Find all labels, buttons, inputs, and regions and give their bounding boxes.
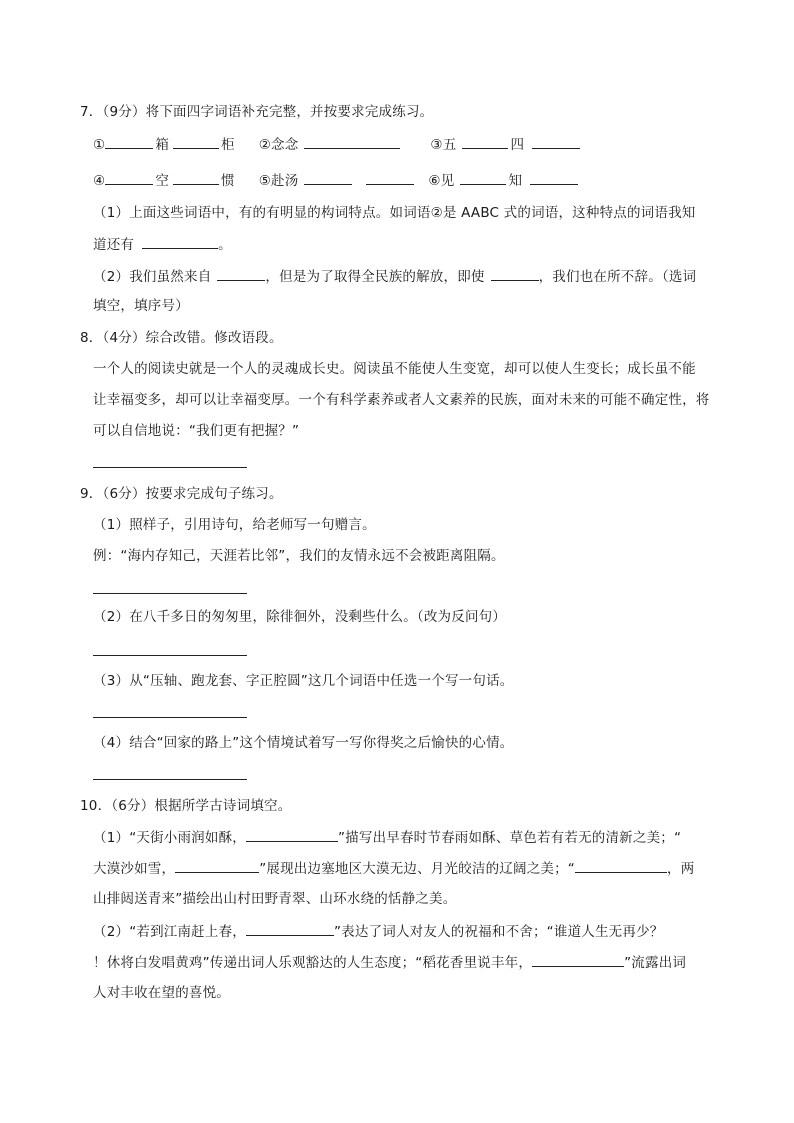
q7-sub2-blank-1[interactable] [217, 266, 265, 281]
q9-sub2-answer-line[interactable] [93, 655, 247, 656]
q8-paragraph-line3: 可以自信地说：“我们更有把握？” [93, 423, 300, 439]
q7-header [80, 102, 433, 122]
q9-number: 9． [80, 486, 103, 502]
q10-sub1-text-b: ”描写出早春时节春雨如酥、草色若有若无的清新之美；“ [337, 830, 682, 846]
q10-number: 10． [80, 798, 112, 814]
q9-points: （6分） [102, 486, 146, 502]
q7-item5-blank-2[interactable] [366, 170, 414, 185]
q7-sub1-end: 。 [218, 237, 232, 253]
q7-item4-blank-1[interactable] [105, 170, 153, 185]
q7-item6-blank-1[interactable] [460, 170, 506, 185]
q7-item1-blank-2[interactable] [173, 134, 219, 149]
q8-number: 8． [80, 330, 103, 346]
q8-points: （4分） [102, 330, 146, 346]
q7-sub1-text: 道还有 [93, 237, 135, 253]
q10-sub2-text-d: ”流露出词 [624, 955, 687, 971]
q9-sub1: （1）照样子，引用诗句，给老师写一句赠言。 [93, 517, 376, 533]
q9-sub1-answer-line[interactable] [93, 593, 247, 594]
q7-item5-label: ⑤赴汤 [258, 173, 299, 189]
q8-prompt: 综合改错。修改语段。 [145, 330, 283, 346]
q9-sub3-answer-line[interactable] [93, 717, 247, 718]
q7-row1 [93, 134, 580, 154]
q10-sub1-text-d: ”展现出边塞地区大漠无边、月光皎洁的辽阔之美；“ [259, 861, 575, 877]
q9-sub2: （2）在八千多日的匆匆里，除徘徊外，没剩些什么。（改为反问句） [93, 609, 507, 625]
q7-item4-char-b: 惯 [221, 173, 235, 189]
q10-sub2-text-c: ！休将白发唱黄鸡”传递出词人乐观豁达的人生态度；“稻花香里说丰年， [93, 955, 533, 971]
q10-sub2-line2 [93, 952, 686, 972]
q7-item3-label: ③五 [430, 137, 457, 153]
q7-sub1-line2 [93, 234, 232, 254]
q10-sub2-blank-2[interactable] [532, 952, 624, 967]
q7-number: 7． [80, 104, 103, 120]
q10-header [80, 796, 291, 816]
q10-sub2-blank-1[interactable] [246, 921, 334, 936]
q7-sub2-blank-2[interactable] [491, 266, 539, 281]
q10-sub2-line1 [93, 921, 663, 941]
q10-sub2-text-b: ”表达了词人对友人的祝福和不舍；“谁道人生无再少？ [333, 924, 664, 940]
q10-sub1-blank-1[interactable] [246, 827, 338, 842]
q7-item1-label: ① [93, 137, 106, 153]
q10-sub1-text-c: 大漠沙如雪， [93, 861, 176, 877]
q7-item6-label: ⑥见 [428, 173, 455, 189]
q10-sub1-text-e: ，两 [667, 861, 695, 877]
q7-sub2-text-a: （2）我们虽然来自 [93, 269, 212, 285]
q7-sub2-text-b: ，但是为了取得全民族的解放，即使 [265, 269, 485, 285]
q10-sub1-line3: 山排闼送青来”描绘出山村田野青翠、山环水绕的恬静之美。 [93, 891, 457, 907]
q9-prompt: 按要求完成句子练习。 [145, 486, 283, 502]
q7-sub2-line2: 填空，填序号） [93, 298, 189, 314]
q9-example: 例：“海内存知己，天涯若比邻”，我们的友情永远不会被距离阻隔。 [93, 548, 505, 564]
q7-item3-blank-2[interactable] [532, 134, 580, 149]
q7-item6-blank-2[interactable] [530, 170, 578, 185]
q8-paragraph-line2: 让幸福变多，却可以让幸福变厚。一个有科学素养或者人文素养的民族，面对未来的可能不确定性，将 [93, 392, 710, 408]
q9-sub4-answer-line[interactable] [93, 779, 247, 780]
q7-prompt: 将下面四字词语补充完整，并按要求完成练习。 [145, 104, 434, 120]
q7-item4-blank-2[interactable] [173, 170, 219, 185]
q10-sub2-line3: 人对丰收在望的喜悦。 [93, 985, 230, 1001]
q9-header [80, 484, 283, 504]
q7-points: （9分） [102, 104, 146, 120]
q7-item3-char-a: 四 [510, 137, 525, 153]
q10-sub1-text-a: （1）“天街小雨润如酥， [93, 830, 246, 846]
q7-sub1-blank[interactable] [142, 234, 218, 249]
q7-item2-blank[interactable] [304, 134, 400, 149]
q7-item1-char-b: 柜 [221, 137, 235, 153]
q7-item2-label: ②念念 [258, 137, 299, 153]
q10-sub1-line1 [93, 827, 681, 847]
q7-item4-char-a: 空 [155, 173, 170, 189]
q10-prompt: 根据所学古诗词填空。 [154, 798, 292, 814]
q10-sub1-blank-3[interactable] [575, 858, 667, 873]
q10-sub1-blank-2[interactable] [175, 858, 259, 873]
q7-item3-blank-1[interactable] [462, 134, 508, 149]
q7-row2 [93, 170, 578, 190]
q8-paragraph-line1: 一个人的阅读史就是一个人的灵魂成长史。阅读虽不能使人生变宽，却可以使人生变长；成长虽不能 [93, 361, 696, 377]
q7-sub2-line1 [93, 266, 696, 286]
q7-item1-char-a: 箱 [155, 137, 170, 153]
q9-sub3: （3）从“压轴、跑龙套、字正腔圆”这几个词语中任选一个写一句话。 [93, 673, 514, 689]
q7-sub1-line1: （1）上面这些词语中，有的有明显的构词特点。如词语②是 AABC 式的词语，这种特点的词语我知 [93, 205, 696, 221]
q10-sub2-text-a: （2）“若到江南赶上春， [93, 924, 246, 940]
q7-item6-char-a: 知 [508, 173, 523, 189]
q7-sub2-text-c: ，我们也在所不辞。（选词 [538, 269, 697, 285]
q8-answer-line[interactable] [93, 467, 247, 468]
q7-item5-blank-1[interactable] [304, 170, 352, 185]
q10-sub1-line2 [93, 858, 694, 878]
q7-item1-blank-1[interactable] [105, 134, 153, 149]
q10-points: （6分） [111, 798, 155, 814]
q8-header [80, 328, 283, 348]
q9-sub4: （4）结合“回家的路上”这个情境试着写一写你得奖之后愉快的心情。 [93, 735, 514, 751]
q7-item4-label: ④ [93, 173, 106, 189]
